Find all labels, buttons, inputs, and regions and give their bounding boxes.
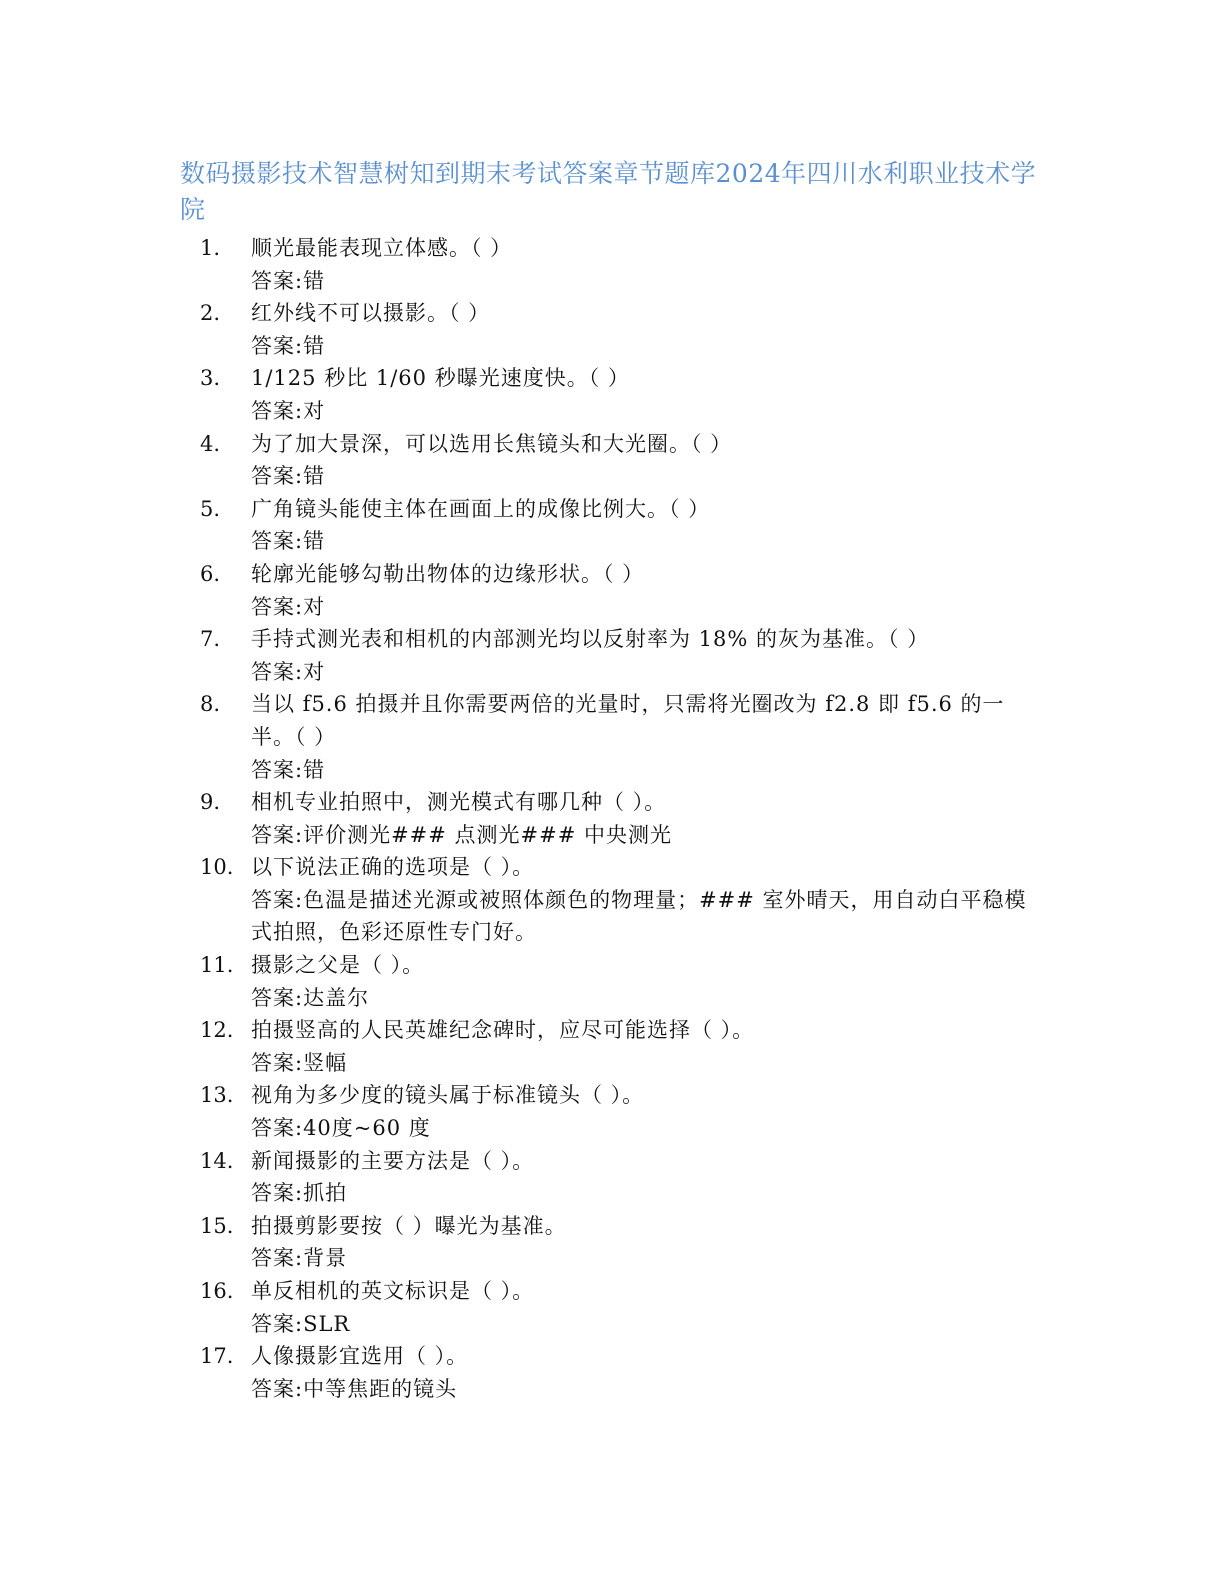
question-number: 3. xyxy=(200,366,221,391)
question-item-5 xyxy=(0,493,1224,558)
question-number: 10. xyxy=(200,855,234,880)
question-item-10 xyxy=(0,851,1224,949)
question-answer: 答案:背景 xyxy=(251,1246,348,1271)
question-answer: 答案:色温是描述光源或被照体颜色的物理量；### 室外晴天，用自动白平稳模式拍照，色彩还原性专门好。 xyxy=(251,887,1027,945)
question-list xyxy=(0,232,1224,1405)
question-item-8 xyxy=(0,688,1224,786)
question-number: 12. xyxy=(200,1018,234,1043)
question-answer: 答案:错 xyxy=(251,529,326,554)
question-answer: 答案:竖幅 xyxy=(251,1050,348,1075)
question-item-9 xyxy=(0,786,1224,851)
question-number: 2. xyxy=(200,301,221,326)
question-item-11 xyxy=(0,949,1224,1014)
question-text: 拍摄竖高的人民英雄纪念碑时，应尽可能选择（ ）。 xyxy=(251,1018,755,1043)
question-text: 当以 f5.6 拍摄并且你需要两倍的光量时，只需将光圈改为 f2.8 即 f5.6 的一半。（ ） xyxy=(251,692,1005,749)
question-text: 以下说法正确的选项是（ ）。 xyxy=(251,855,535,880)
question-answer: 答案:40度~60 度 xyxy=(251,1116,431,1141)
question-answer: 答案:对 xyxy=(251,594,326,619)
question-number: 4. xyxy=(200,431,221,456)
question-number: 9. xyxy=(200,790,221,815)
question-number: 1. xyxy=(200,236,221,260)
question-answer: 答案:SLR xyxy=(251,1311,351,1336)
question-text: 摄影之父是（ ）。 xyxy=(251,953,425,978)
question-answer: 答案:对 xyxy=(251,659,326,684)
question-number: 13. xyxy=(200,1083,234,1108)
question-number: 6. xyxy=(200,561,221,586)
question-item-7 xyxy=(0,623,1224,688)
question-item-2 xyxy=(0,297,1224,362)
question-text: 相机专业拍照中，测光模式有哪几种（ ）。 xyxy=(251,790,667,815)
question-item-3 xyxy=(0,362,1224,427)
question-text: 拍摄剪影要按（ ）曝光为基准。 xyxy=(251,1213,567,1238)
question-item-14 xyxy=(0,1145,1224,1210)
question-text: 轮廓光能够勾勒出物体的边缘形状。（ ） xyxy=(251,561,645,586)
question-item-16 xyxy=(0,1275,1224,1340)
question-text: 1/125 秒比 1/60 秒曝光速度快。（ ） xyxy=(251,366,630,391)
question-item-15 xyxy=(0,1210,1224,1275)
question-number: 5. xyxy=(200,496,221,521)
question-text: 为了加大景深，可以选用长焦镜头和大光圈。（ ） xyxy=(251,431,733,456)
question-item-1 xyxy=(0,232,1224,297)
question-answer: 答案:达盖尔 xyxy=(251,985,370,1010)
question-item-13 xyxy=(0,1079,1224,1144)
question-text: 单反相机的英文标识是（ ）。 xyxy=(251,1279,535,1303)
question-text: 人像摄影宜选用（ ）。 xyxy=(251,1344,469,1369)
question-number: 17. xyxy=(200,1344,234,1369)
document-title: 数码摄影技术智慧树知到期末考试答案章节题库2024年四川水利职业技术学院 xyxy=(180,159,1037,224)
question-item-12 xyxy=(0,1014,1224,1079)
question-answer: 答案:错 xyxy=(251,268,326,293)
question-number: 7. xyxy=(200,627,221,652)
question-text: 新闻摄影的主要方法是（ ）。 xyxy=(251,1148,535,1173)
question-text: 视角为多少度的镜头属于标准镜头（ ）。 xyxy=(251,1083,645,1108)
question-text: 广角镜头能使主体在画面上的成像比例大。（ ） xyxy=(251,496,711,521)
question-answer: 答案:错 xyxy=(251,757,326,782)
question-item-6 xyxy=(0,558,1224,623)
question-number: 14. xyxy=(200,1148,234,1173)
question-answer: 答案:抓拍 xyxy=(251,1181,348,1206)
question-answer: 答案:错 xyxy=(251,464,326,489)
question-answer: 答案:中等焦距的镜头 xyxy=(251,1376,458,1401)
question-text: 顺光最能表现立体感。（ ） xyxy=(251,236,513,260)
question-number: 15. xyxy=(200,1213,234,1238)
question-text: 红外线不可以摄影。（ ） xyxy=(251,301,491,326)
question-number: 8. xyxy=(200,692,221,717)
question-number: 11. xyxy=(200,953,234,978)
question-number: 16. xyxy=(200,1279,234,1303)
question-text: 手持式测光表和相机的内部测光均以反射率为 18% 的灰为基准。（ ） xyxy=(251,627,930,652)
question-answer: 答案:评价测光### 点测光### 中央测光 xyxy=(251,822,672,847)
question-item-4 xyxy=(0,428,1224,493)
question-item-17 xyxy=(0,1340,1224,1405)
question-answer: 答案:错 xyxy=(251,333,326,358)
question-answer: 答案:对 xyxy=(251,398,326,423)
